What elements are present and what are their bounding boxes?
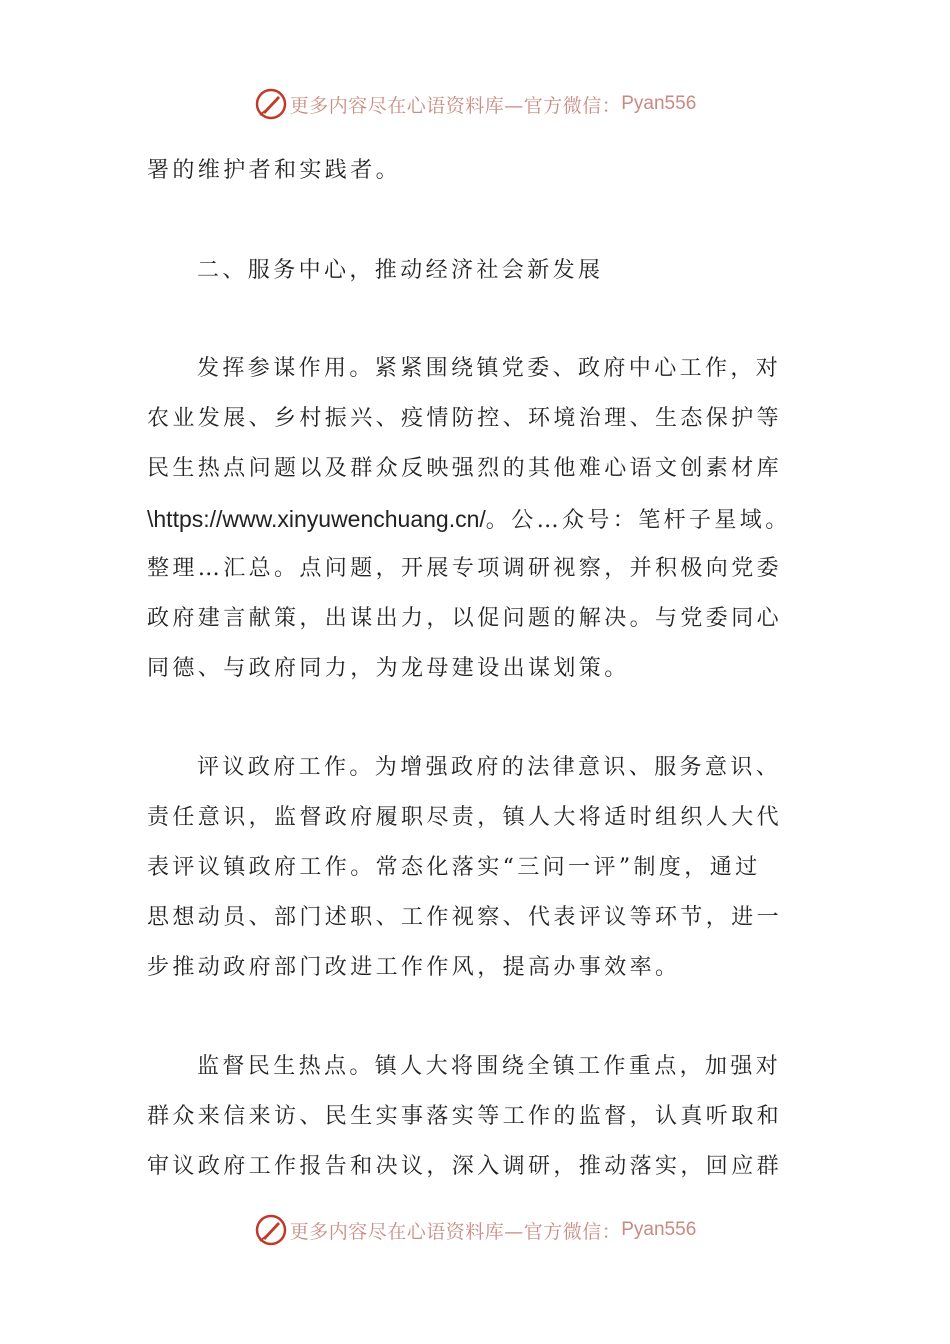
text-line: 政府建言献策，出谋出力，以促问题的解决。与党委同心 (147, 606, 783, 631)
watermark-wechat-id: Pyan556 (621, 1219, 697, 1240)
header-watermark (0, 84, 950, 124)
footer-watermark (0, 1210, 950, 1250)
text-line: 农业发展、乡村振兴、疫情防控、环境治理、生态保护等 (147, 406, 783, 431)
text-fragment: 。公…众号：笔杆子星域。 (485, 508, 791, 533)
section-heading: 二、服务中心，推动经济社会新发展 (197, 258, 604, 283)
watermark-text: 更多内容尽在心语资料库—官方微信： (289, 1220, 622, 1243)
text-line: 整理…汇总。点问题，开展专项调研视察，并积极向党委 (147, 556, 783, 581)
quill-logo-icon (254, 1213, 288, 1247)
text-line: 步推动政府部门改进工作作风，提高办事效率。 (147, 955, 681, 980)
text-line: 监督民生热点。镇人大将围绕全镇工作重点，加强对 (197, 1054, 782, 1079)
text-line: 发挥参谋作用。紧紧围绕镇党委、政府中心工作，对 (197, 356, 782, 381)
text-line: 责任意识，监督政府履职尽责，镇人大将适时组织人大代 (147, 805, 783, 830)
text-line (147, 504, 807, 536)
text-line: 同德、与政府同力，为龙母建设出谋划策。 (147, 656, 630, 681)
text-line: 群众来信来访、民生实事落实等工作的监督，认真听取和 (147, 1104, 783, 1129)
text-line: 评议政府工作。为增强政府的法律意识、服务意识、 (197, 755, 782, 780)
text-line: 表评议镇政府工作。常态化落实“三问一评”制度，通过 (147, 855, 761, 880)
watermark-text: 更多内容尽在心语资料库—官方微信： (289, 94, 622, 117)
quill-logo-icon (254, 87, 288, 121)
watermark-wechat-id: Pyan556 (621, 93, 697, 114)
text-line: 审议政府工作报告和决议，深入调研，推动落实，回应群 (147, 1154, 783, 1179)
text-line: 署的维护者和实践者。 (147, 158, 402, 183)
text-line: 思想动员、部门述职、工作视察、代表评议等环节，进一 (147, 905, 783, 930)
text-line: 民生热点问题以及群众反映强烈的其他难心语文创素材库 (147, 456, 783, 481)
url-text: \https://www.xinyuwenchuang.cn/ (147, 506, 486, 532)
